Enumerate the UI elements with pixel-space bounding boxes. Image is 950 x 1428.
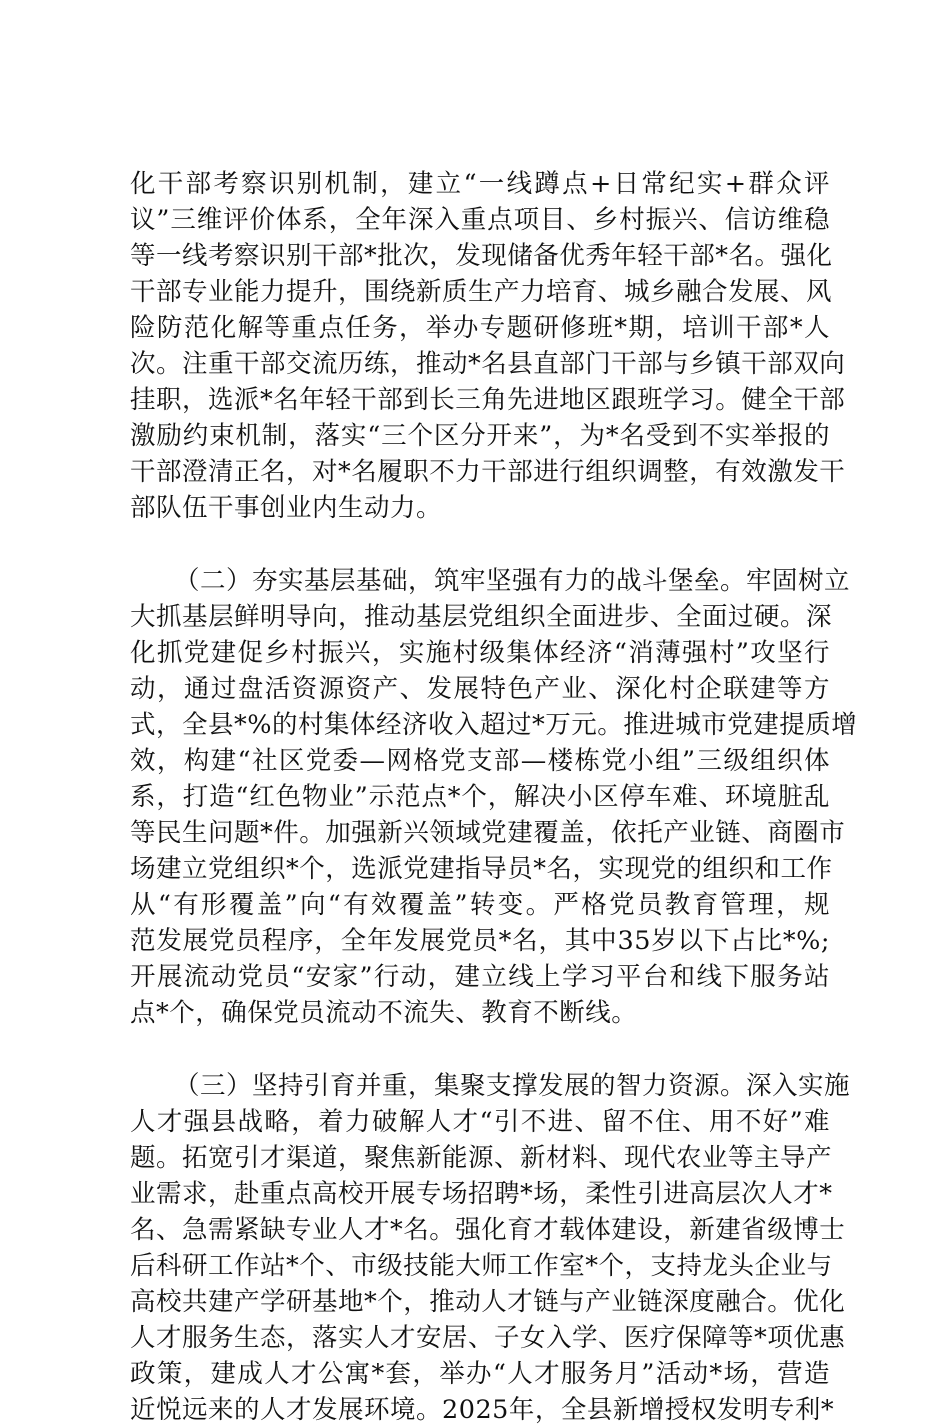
- text-line: 高校共建产学研基地*个，推动人才链与产业链深度融合。优化: [130, 1287, 846, 1317]
- text-line: 式，全县*%的村集体经济收入超过*万元。推进城市党建提质增: [130, 710, 858, 740]
- text-line: （二）夯实基层基础，筑牢坚强有力的战斗堡垒。牢固树立: [174, 566, 851, 596]
- text-line: （三）坚持引育并重，集聚支撑发展的智力资源。深入实施: [174, 1071, 851, 1101]
- text-line: 效，构建“社区党委—网格党支部—楼栋党小组”三级组织体: [130, 746, 830, 776]
- text-line: 场建立党组织*个，选派党建指导员*名，实现党的组织和工作: [130, 854, 833, 884]
- text-line: 后科研工作站*个、市级技能大师工作室*个，支持龙头企业与: [130, 1251, 833, 1281]
- text-line: 题。拓宽引才渠道，聚焦新能源、新材料、现代农业等主导产: [130, 1143, 833, 1173]
- text-line: 业需求，赴重点高校开展专场招聘*场，柔性引进高层次人才*: [130, 1179, 833, 1209]
- text-line: 等一线考察识别干部*批次，发现储备优秀年轻干部*名。强化: [130, 241, 833, 271]
- text-line: 政策，建成人才公寓*套，举办“人才服务月”活动*场，营造: [130, 1359, 830, 1389]
- paragraph-talent-resources: [130, 1068, 851, 1428]
- text-line: 名、急需紧缺专业人才*名。强化育才载体建设，新建省级博士: [130, 1215, 846, 1245]
- text-line: 激励约束机制，落实“三个区分开来”，为*名受到不实举报的: [130, 421, 830, 451]
- document-page: [130, 166, 858, 1428]
- text-line: 化抓党建促乡村振兴，实施村级集体经济“消薄强村”攻坚行: [130, 638, 830, 668]
- text-line: 干部专业能力提升，围绕新质生产力培育、城乡融合发展、风: [130, 277, 833, 307]
- text-line: 动，通过盘活资源资产、发展特色产业、深化村企联建等方: [130, 674, 830, 704]
- text-line: 等民生问题*件。加强新兴领域党建覆盖，依托产业链、商圈市: [130, 818, 846, 848]
- text-line: 开展流动党员“安家”行动，建立线上学习平台和线下服务站: [130, 962, 830, 992]
- text-line: 干部澄清正名，对*名履职不力干部进行组织调整，有效激发干: [130, 457, 846, 487]
- paragraph-grassroots-foundation: [130, 563, 858, 1031]
- text-line: 化干部考察识别机制，建立“一线蹲点+日常纪实+群众评: [130, 169, 830, 199]
- text-line: 范发展党员程序，全年发展党员*名，其中35岁以下占比*%;: [130, 926, 830, 956]
- text-line: 人才强县战略，着力破解人才“引不进、留不住、用不好”难: [130, 1107, 830, 1137]
- paragraph-cadre-evaluation: [130, 166, 846, 526]
- text-line: 近悦远来的人才发展环境。2025年，全县新增授权发明专利*: [130, 1395, 835, 1425]
- text-line: 挂职，选派*名年轻干部到长三角先进地区跟班学习。健全干部: [130, 385, 846, 415]
- text-line: 险防范化解等重点任务，举办专题研修班*期，培训干部*人: [130, 313, 830, 343]
- text-line: 大抓基层鲜明导向，推动基层党组织全面进步、全面过硬。深: [130, 602, 833, 632]
- text-line: 议”三维评价体系，全年深入重点项目、乡村振兴、信访维稳: [130, 205, 830, 235]
- text-line: 部队伍干事创业内生动力。: [130, 493, 443, 523]
- text-line: 系，打造“红色物业”示范点*个，解决小区停车难、环境脏乱: [130, 782, 830, 812]
- text-line: 点*个，确保党员流动不流失、教育不断线。: [130, 998, 638, 1028]
- text-line: 从“有形覆盖”向“有效覆盖”转变。严格党员教育管理，规: [130, 890, 830, 920]
- text-line: 人才服务生态，落实人才安居、子女入学、医疗保障等*项优惠: [130, 1323, 846, 1353]
- text-line: 次。注重干部交流历练，推动*名县直部门干部与乡镇干部双向: [130, 349, 846, 379]
